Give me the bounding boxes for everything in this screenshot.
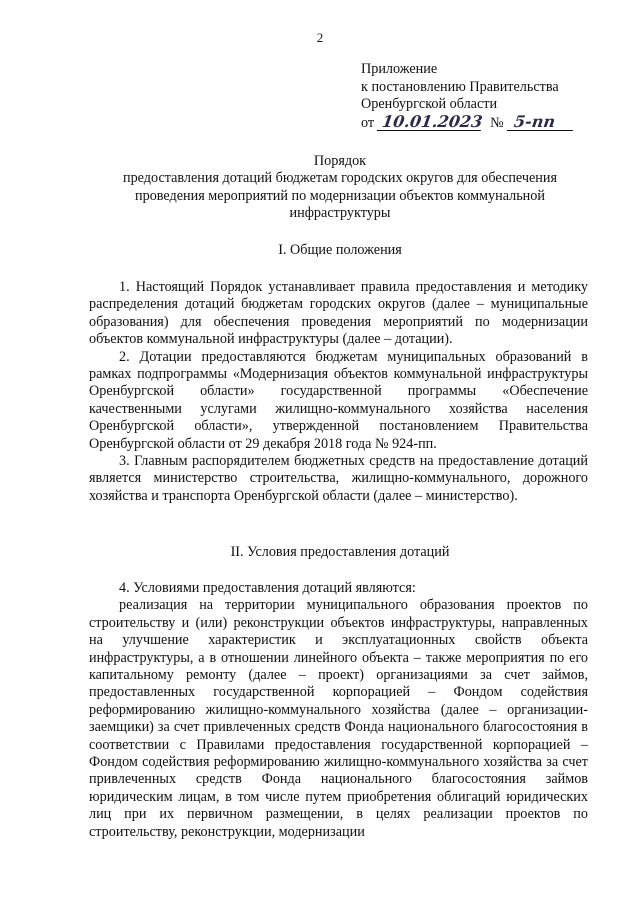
appendix-reference: к постановлению Правительства <box>361 78 559 95</box>
paragraph: 1. Настоящий Порядок устанавливает правила предоставления и методику распределения дотаций бюджетам городских округов (далее – муниципальные образования) для обеспечения проведения мероприятий по модернизации объектов коммунальной инфраструктуры (далее – дотации). <box>89 279 588 348</box>
section-2-body <box>89 580 588 841</box>
handwritten-number: 5-пп <box>506 114 574 131</box>
handwritten-date: 10.01.2023 <box>377 114 483 131</box>
number-label: № <box>490 114 504 131</box>
section-2-heading: II. Условия предоставления дотаций <box>230 544 450 560</box>
date-prefix: от <box>361 114 375 131</box>
appendix-region: Оренбургской области <box>361 96 498 112</box>
title-word: Порядок <box>313 153 367 169</box>
paragraph: 3. Главным распорядителем бюджетных средств на предоставление дотаций является министерство строительства, жилищно-коммунального, дорожного хозяйства и транспорта Оренбургской области (далее – министерство). <box>89 453 588 504</box>
paragraph: 4. Условиями предоставления дотаций являются: <box>119 580 416 596</box>
paragraph: 2. Дотации предоставляются бюджетам муниципальных образований в рамках подпрограммы «Модернизация объектов коммунальной инфраструктуры Оренбургской области» государственной программы «Обеспечение качественными услугами жилищно-коммунального хозяйства населения Оренбургской области», утвержденной постановлением Правительства Оренбургской области от 29 декабря 2018 года № 924-пп. <box>89 348 588 452</box>
page-number: 2 <box>316 30 324 45</box>
section-1-body <box>89 279 588 505</box>
title-line-2: проведения мероприятий по модернизации объектов коммунальной <box>135 187 545 204</box>
appendix-block <box>361 61 631 132</box>
title-line-1: предоставления дотаций бюджетам городских округов для обеспечения <box>122 170 557 187</box>
appendix-date-line <box>361 111 631 133</box>
appendix-title: Приложение <box>361 61 438 77</box>
paragraph: реализация на территории муниципального образования проектов по строительству и (или) реконструкции объектов инфраструктуры, направленных на улучшение характеристик и эксплуатационных свойств объекта инфраструктуры, а в отношении линейного объекта – также мероприятия по его капитальному ремонту (далее – проект) организациями за счет займов, предоставленных государственной корпорацией – Фондом содействия реформированию жилищно-коммунального хозяйства (далее – организации-заемщики) за счет привлеченных средств Фонда национального благосостояния в соответствии с Правилами предоставления государственной корпорацией – Фондом содействия реформированию жилищно-коммунального хозяйства за счет привлеченных средств Фонда национального благосостояния займов юридическим лицам, в том числе путем приобретения облигаций юридических лиц при их первичном размещении, в целях реализации проектов по строительству, реконструкции, модернизации <box>89 597 588 840</box>
document-title <box>80 153 600 222</box>
section-1-heading: I. Общие положения <box>278 242 402 258</box>
title-line-3: инфраструктуры <box>289 204 391 221</box>
